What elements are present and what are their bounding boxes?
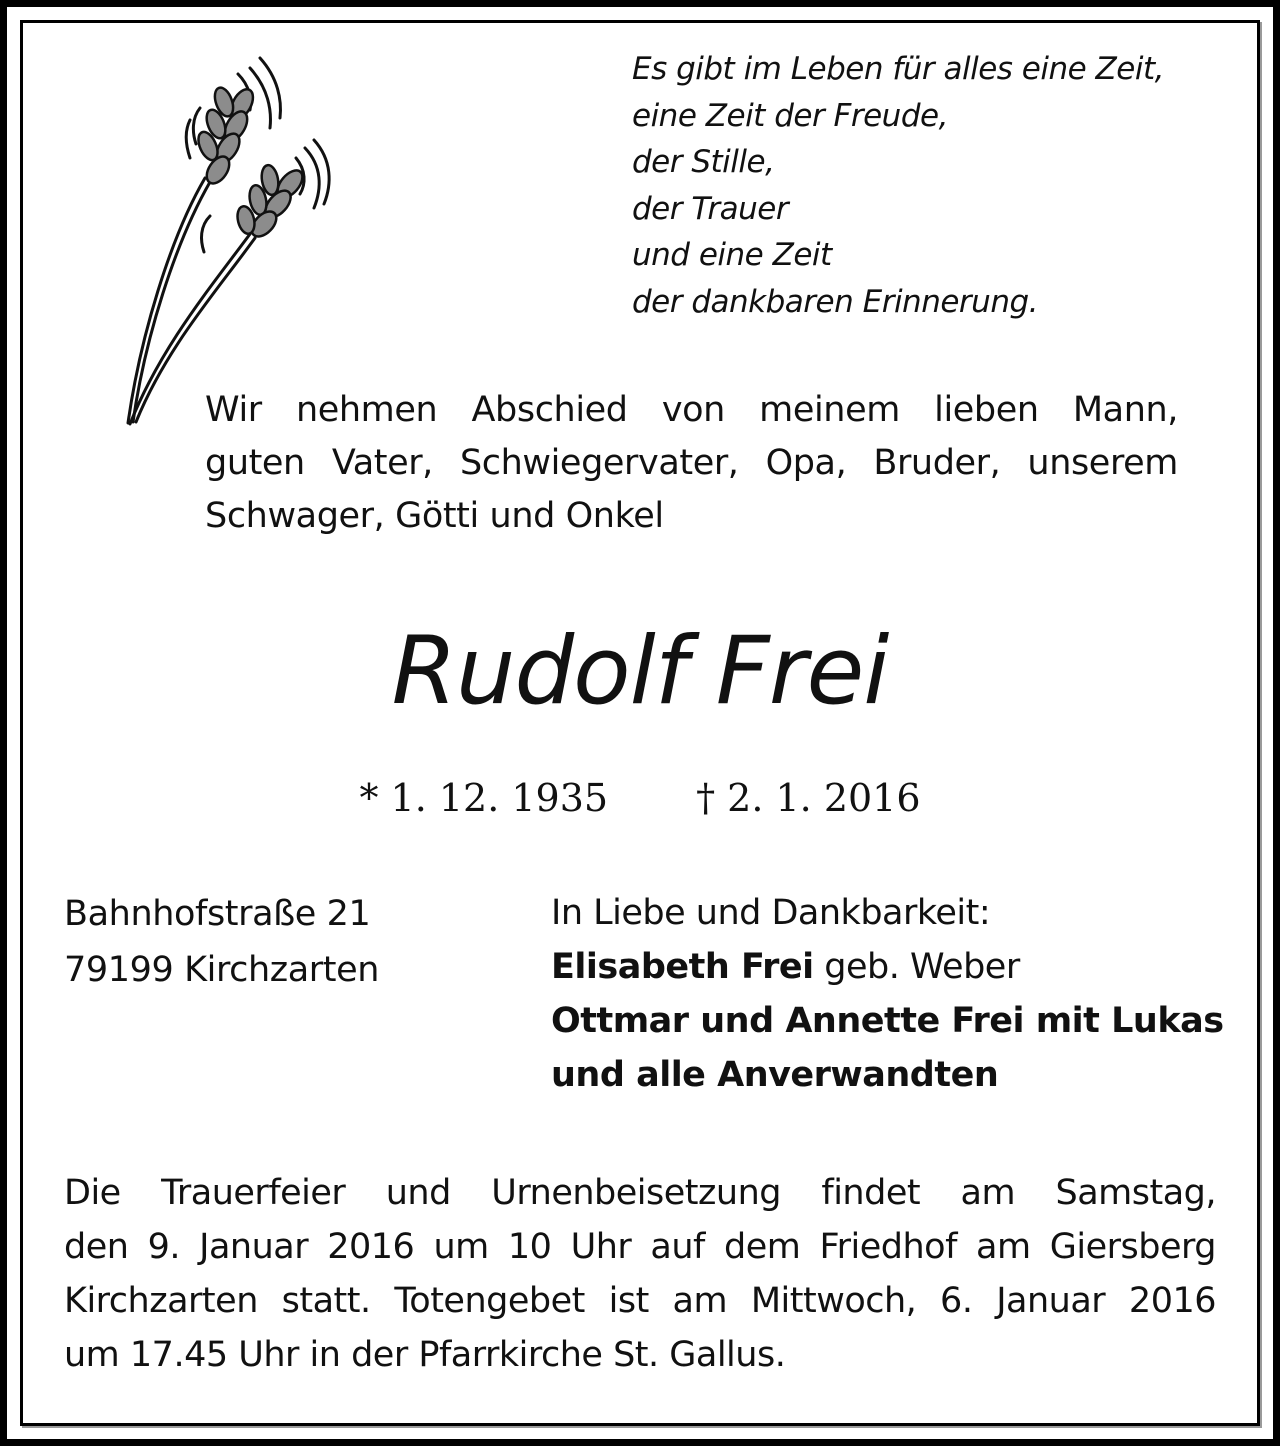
poem-line: eine Zeit der Freude, [632,97,948,134]
poem-line: der dankbaren Erinnerung. [632,283,1038,320]
farewell-line: guten Vater, Schwiegervater, Opa, Bruder, unserem [205,443,1178,483]
farewell-paragraph [205,384,1178,543]
poem-line: Es gibt im Leben für alles eine Zeit, [632,51,1164,87]
poem [632,46,1232,325]
children-names: Ottmar und Annette Frei mit Lukas [551,1001,1224,1041]
children-line [551,994,1231,1048]
address-city: 79199 Kirchzarten [64,950,380,990]
relatives-line [551,1048,1231,1102]
notice-line: um 17.45 Uhr in der Pfarrkirche St. Gallus. [64,1335,786,1375]
poem-line: der Trauer [632,190,789,227]
wheat-ears-icon [100,48,340,438]
birth-date: * 1. 12. 1935 [359,776,609,820]
relatives-text: und alle Anverwandten [551,1055,999,1095]
spouse-maiden-name: geb. Weber [813,947,1020,987]
poem-line: und eine Zeit [632,237,832,273]
farewell-line: Schwager, Götti und Onkel [205,496,664,536]
deceased-name: Rudolf Frei [391,617,889,726]
spouse-line [551,940,1231,994]
farewell-line: Wir nehmen Abschied von meinem lieben Mann, [205,390,1178,430]
death-date: † 2. 1. 2016 [696,776,921,820]
notice-line: Kirchzarten statt. Totengebet ist am Mittwoch, 6. Januar 2016 [64,1281,1216,1321]
funeral-notice [64,1166,1216,1382]
mourners-heading: In Liebe und Dankbarkeit: [551,893,991,933]
spouse-name: Elisabeth Frei [551,947,814,987]
notice-line: den 9. Januar 2016 um 10 Uhr auf dem Friedhof am Giersberg [64,1227,1216,1267]
family-address [64,886,484,998]
notice-line: Die Trauerfeier und Urnenbeisetzung findet am Samstag, [64,1173,1216,1213]
poem-line: der Stille, [632,144,775,180]
mourners-list [551,886,1231,1102]
life-dates [0,770,1280,826]
address-street: Bahnhofstraße 21 [64,894,371,934]
